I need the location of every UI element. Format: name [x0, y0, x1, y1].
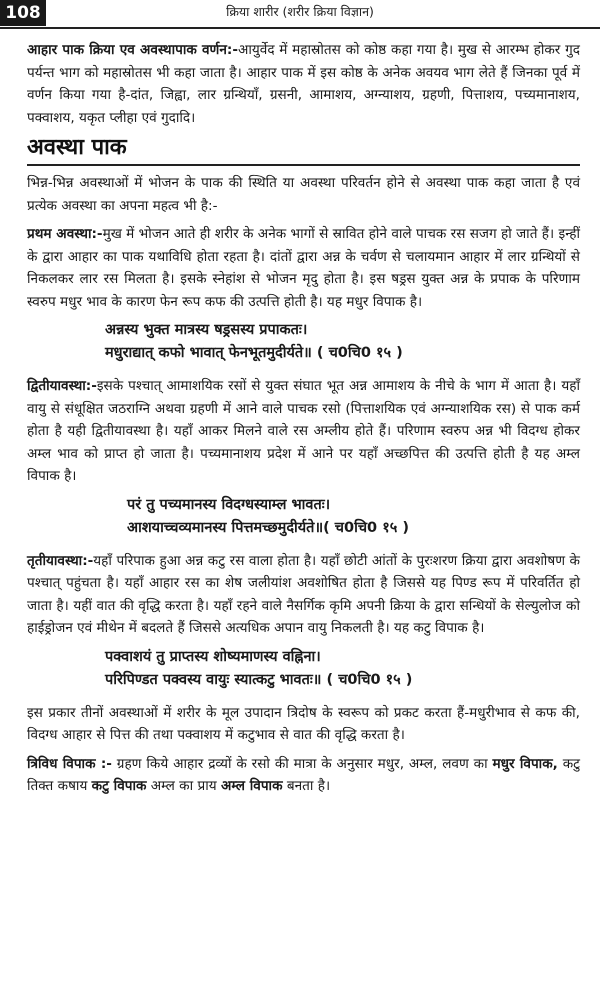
running-title: क्रिया शारीर (शरीर क्रिया विज्ञान) [226, 4, 374, 19]
intro-paragraph [27, 39, 580, 129]
vipaka-bold3: अम्ल विपाक [220, 778, 283, 794]
page-number: 108 [0, 0, 46, 26]
intro-lead: आहार पाक क्रिया एव अवस्थापाक वर्णन:- [27, 42, 238, 58]
stage3-verse-line2: परिपिण्डत पक्वस्य वायुः स्यात्कटु भावतः॥ ( च0चि0 १५ ) [105, 671, 413, 688]
stage1-verse [105, 319, 580, 365]
section-heading: अवस्था पाक [27, 135, 127, 160]
vipaka-lead: त्रिविध विपाक :- [27, 755, 112, 772]
vipaka-text2: कटु तिक्त कषाय [27, 755, 580, 794]
vipaka-text4: बनता है। [282, 778, 331, 794]
stage1-text: मुख में भोजन आते ही शरीर के अनेक भागों से स्रावित होने वाले पाचक रस सजग हो जाते हैं। इन्हीं के द्वारा आहार का पाक यथाविधि होता रहता है। दांतों द्वारा अन्न के चर्वण से चलायमान आहार में लार ग्रन्थियों से निकलकर लार रस मिलता है। इसके स्नेहांश से भोजन मृदु होता है। इस षड्रस युक्त अन्न के प्रपाक के परिणाम स्वरुप मधुर भाव के कारण फेन रूप कफ की उत्पत्ति होती है। यह मधुर विपाक है। [27, 226, 580, 310]
header-rule [0, 27, 600, 29]
stage2-verse [127, 494, 580, 540]
stage1-paragraph [27, 223, 580, 313]
vipaka-paragraph [27, 753, 580, 798]
section-rule [27, 164, 580, 166]
stage2-paragraph [27, 375, 580, 488]
intro-text: आयुर्वेद में महास्रोतस को कोष्ठ कहा गया है। मुख से आरम्भ होकर गुद पर्यन्त भाग को महास्रोतस भी कहा जाता है। आहार पाक में इस कोष्ठ के अनेक अवयव भाग लेते हैं जिनका पूर्व में वर्णन किया गया है-दांत, जिह्वा, लार ग्रन्थियाँ, ग्रसनी, आमाशय, अग्न्याशय, ग्रहणी, पित्ताशय, पच्यमानाशय, पक्वाशय, यकृत प्लीहा एवं गुदादि। [27, 42, 580, 126]
stage1-lead: प्रथम अवस्था:- [27, 226, 103, 242]
stage3-verse [105, 646, 580, 692]
stage3-lead: तृतीयावस्था:- [27, 552, 94, 569]
summary-paragraph: इस प्रकार तीनों अवस्थाओं में शरीर के मूल उपादान त्रिदोष के स्वरूप को प्रकट करता हैं-मधुरीभाव से कफ की, विदग्ध आहार से पित्त की तथा पक्वाशय में कटुभाव से वात की वृद्धि करता है। [27, 704, 580, 743]
stage2-lead: द्वितीयावस्था:- [27, 378, 97, 394]
stage2-verse-line1: परं तु पच्यमानस्य विदग्धस्याम्ल भावतः। [127, 496, 331, 513]
stage2-verse-line2: आशयाच्चव्यमानस्य पित्तमच्छमुदीर्यते॥( च0चि0 १५ ) [127, 519, 409, 536]
stage2-text: इसके पश्चात् आमाशयिक रसों से युक्त संघात भूत अन्न आमाशय के नीचे के भाग में आता है। यहाँ वायु से संधूक्षित जठराग्नि अथवा ग्रहणी में आने वाले पाचक रसो (पित्ताशयिक एवं अग्न्याशयिक रस) से पाक कर्म होता है यही द्वितीयावस्था है। यहाँ आकर मिलने वाले रस अम्लीय होते हैं। परिणाम स्वरुप अन्न भी विदग्ध होकर अम्ल भाव को प्राप्त हो जाता है। पच्यमानाशय प्रदेश में आने पर यहाँ अच्छपित्त की उत्पत्ति होती है यह अम्ल विपाक है। [27, 378, 580, 484]
vipaka-text3: अम्ल का प्राय [146, 778, 221, 794]
stage3-paragraph [27, 550, 580, 640]
vipaka-bold1: मधुर विपाक, [492, 755, 558, 772]
section-intro-paragraph: भिन्न-भिन्न अवस्थाओं में भोजन के पाक की स्थिति या अवस्था परिवर्तन होने से अवस्था पाक कहा जाता है एवं प्रत्येक अवस्था का अपना महत्व भी है:- [27, 175, 580, 214]
vipaka-bold2: कटु विपाक [91, 778, 147, 794]
stage1-verse-line1: अन्नस्य भुक्त मात्रस्य षड्रसस्य प्रपाकतः। [105, 322, 308, 338]
page-header [0, 0, 600, 30]
stage3-text: यहाँ परिपाक हुआ अन्न कटु रस वाला होता है। यहाँ छोटी आंतों के पुरःशरण क्रिया द्वारा अवशोषण के पश्चात् पहुंचता है। यहाँ आहार रस का शेष जलीयांश अवशोषित होता है जिससे यह पिण्ड रूप में परिवर्तित हो जाता है। यहीं वात की वृद्धि करता है। यहाँ रहने वाले नैसर्गिक कृमि अपनी क्रिया के द्वारा सन्धियों के सेल्युलोज को हाईड्रोजन एवं मीथेन में बदलते हैं जिससे अत्यधिक अपान वायु निकलती है। यह कटु विपाक है। [27, 552, 580, 636]
stage1-verse-line2: मधुराद्यात् कफो भावात् फेनभूतमुदीर्यते॥ ( च0चि0 १५ ) [105, 345, 403, 361]
vipaka-text1: ग्रहण किये आहार द्रव्यों के रसो की मात्रा के अनुसार मधुर, अम्ल, लवण का [111, 755, 493, 772]
stage3-verse-line1: पक्वाशयं तु प्राप्तस्य शोष्यमाणस्य वह्निना। [105, 648, 321, 665]
page-content [0, 30, 600, 798]
